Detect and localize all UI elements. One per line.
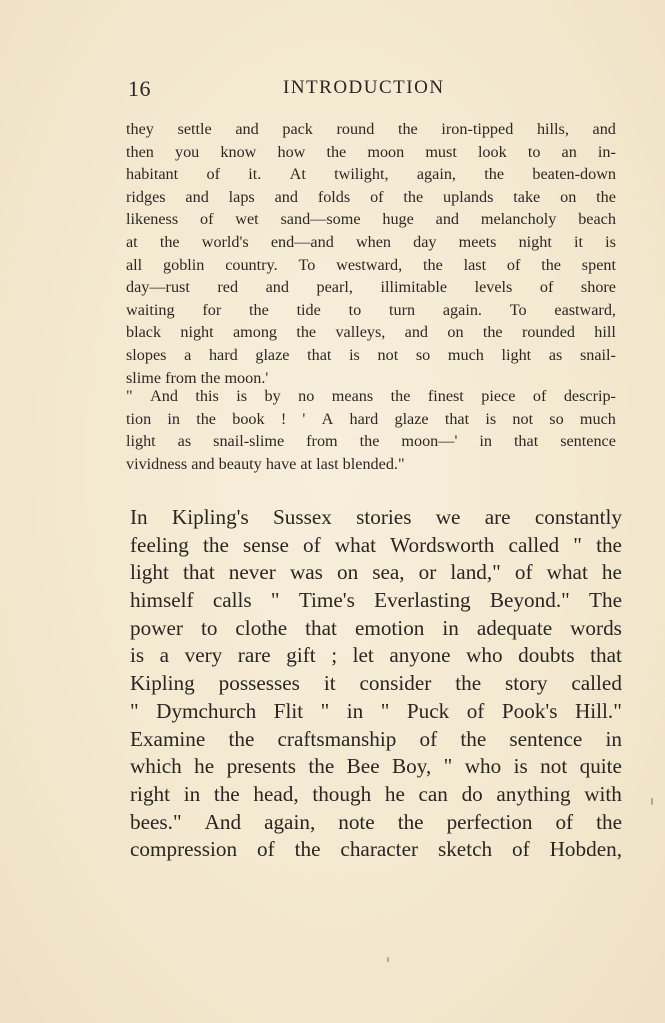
quote-line: black night among the valleys, and on the rounded hill — [126, 323, 616, 342]
paper-speck — [651, 798, 653, 805]
commentary-line: light as snail-slime from the moon—' in that sentence — [126, 432, 616, 451]
body-line: light that never was on sea, or land," of what he — [130, 560, 622, 585]
quote-line: likeness of wet sand—some huge and melancholy beach — [126, 210, 616, 229]
commentary-block — [126, 385, 616, 475]
quote-line: slime from the moon.' — [126, 368, 269, 387]
page-number: 16 — [128, 76, 151, 101]
body-line: feeling the sense of what Wordsworth called " the — [130, 532, 622, 557]
quote-line: ridges and laps and folds of the uplands take on the — [126, 187, 616, 206]
page-header — [128, 76, 618, 106]
body-line: Examine the craftsmanship of the sentence in — [130, 726, 622, 751]
body-line: right in the head, though he can do anything with — [130, 781, 622, 806]
body-line: bees." And again, note the perfection of the — [130, 809, 622, 834]
commentary-line: tion in the book ! ' A hard glaze that is not so much — [126, 409, 616, 428]
body-line: " Dymchurch Flit " in " Puck of Pook's Hill." — [130, 698, 622, 723]
running-head: INTRODUCTION — [283, 77, 445, 98]
body-line: himself calls " Time's Everlasting Beyond." The — [130, 588, 622, 613]
body-line: Kipling possesses it consider the story called — [130, 671, 622, 696]
quote-line: slopes a hard glaze that is not so much light as snail- — [126, 345, 616, 364]
body-paragraph — [130, 504, 622, 864]
body-line: is a very rare gift ; let anyone who doubts that — [130, 643, 622, 668]
quotation-block — [126, 118, 616, 389]
body-line: power to clothe that emotion in adequate words — [130, 615, 622, 640]
quote-line: habitant of it. At twilight, again, the beaten-down — [126, 165, 616, 184]
quote-line: then you know how the moon must look to an in- — [126, 142, 616, 161]
commentary-line: vividness and beauty have at last blended." — [126, 454, 405, 473]
paper-speck — [387, 957, 389, 962]
quote-line: at the world's end—and when day meets night it is — [126, 232, 616, 251]
commentary-line: " And this is by no means the finest piece of descrip- — [126, 387, 616, 405]
quote-line: they settle and pack round the iron-tipped hills, and — [126, 120, 616, 138]
body-line: compression of the character sketch of Hobden, — [130, 837, 622, 862]
quote-line: day—rust red and pearl, illimitable levels of shore — [126, 278, 616, 297]
body-line: In Kipling's Sussex stories we are constantly — [130, 505, 622, 529]
quote-line: all goblin country. To westward, the last of the spent — [126, 255, 616, 274]
body-line: which he presents the Bee Boy, " who is not quite — [130, 754, 622, 779]
quote-line: waiting for the tide to turn again. To eastward, — [126, 300, 616, 319]
